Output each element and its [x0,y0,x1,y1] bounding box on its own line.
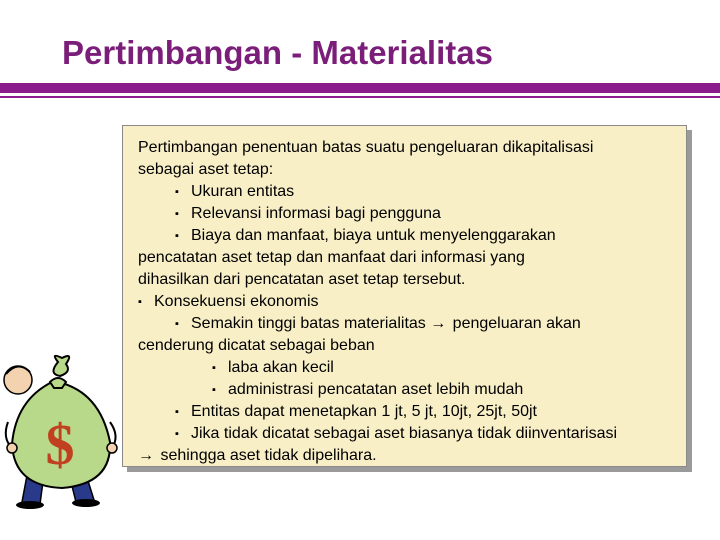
list-item: ▪ laba akan kecil [212,357,686,379]
title-divider-thin [0,96,720,98]
bullet-icon: ▪ [212,362,216,374]
title-divider [0,83,720,93]
bullet-icon: ▪ [175,406,179,418]
bullet-icon: ▪ [212,384,216,396]
bullet-icon: ▪ [175,428,179,440]
list-item-continuation: cenderung dicatat sebagai beban [138,337,375,354]
bullet-icon: ▪ [175,186,179,198]
bullet-icon: ▪ [175,208,179,220]
list-item-continuation: pencatatan aset tetap dan manfaat dari informasi yang dihasilkan dari pencatatan aset tetap tersebut. [138,249,525,288]
list-item: ▪ administrasi pencatatan aset lebih mudah [212,379,686,401]
list-item: ▪ Ukuran entitas [175,181,686,203]
list-item: ▪ Entitas dapat menetapkan 1 jt, 5 jt, 10jt, 25jt, 50jt [175,401,686,423]
money-bag-icon [0,352,125,510]
slide-title: Pertimbangan - Materialitas [62,34,493,71]
list-item: ▪ Semakin tinggi batas materialitas → pengeluaran akan [175,313,686,335]
bullet-icon: ▪ [175,318,179,330]
list-item: ▪ Biaya dan manfaat, biaya untuk menyelenggarakan [175,225,686,247]
list-item: ▪ Relevansi informasi bagi pengguna [175,203,686,225]
arrow-right-icon: → [430,315,447,332]
list-item-continuation: → sehingga aset tidak dipelihara. [138,445,686,467]
list-item: ▪ Konsekuensi ekonomis [138,291,686,313]
arrow-right-icon: → [138,447,154,464]
intro-text: Pertimbangan penentuan batas suatu pengeluaran dikapitalisasi sebagai aset tetap: [138,139,594,178]
content-panel [122,125,687,467]
svg-text:$: $ [45,412,75,477]
bullet-icon: ▪ [175,230,179,242]
bullet-icon: ▪ [138,296,142,308]
list-item: ▪ Jika tidak dicatat sebagai aset biasanya tidak diinventarisasi [175,423,686,445]
